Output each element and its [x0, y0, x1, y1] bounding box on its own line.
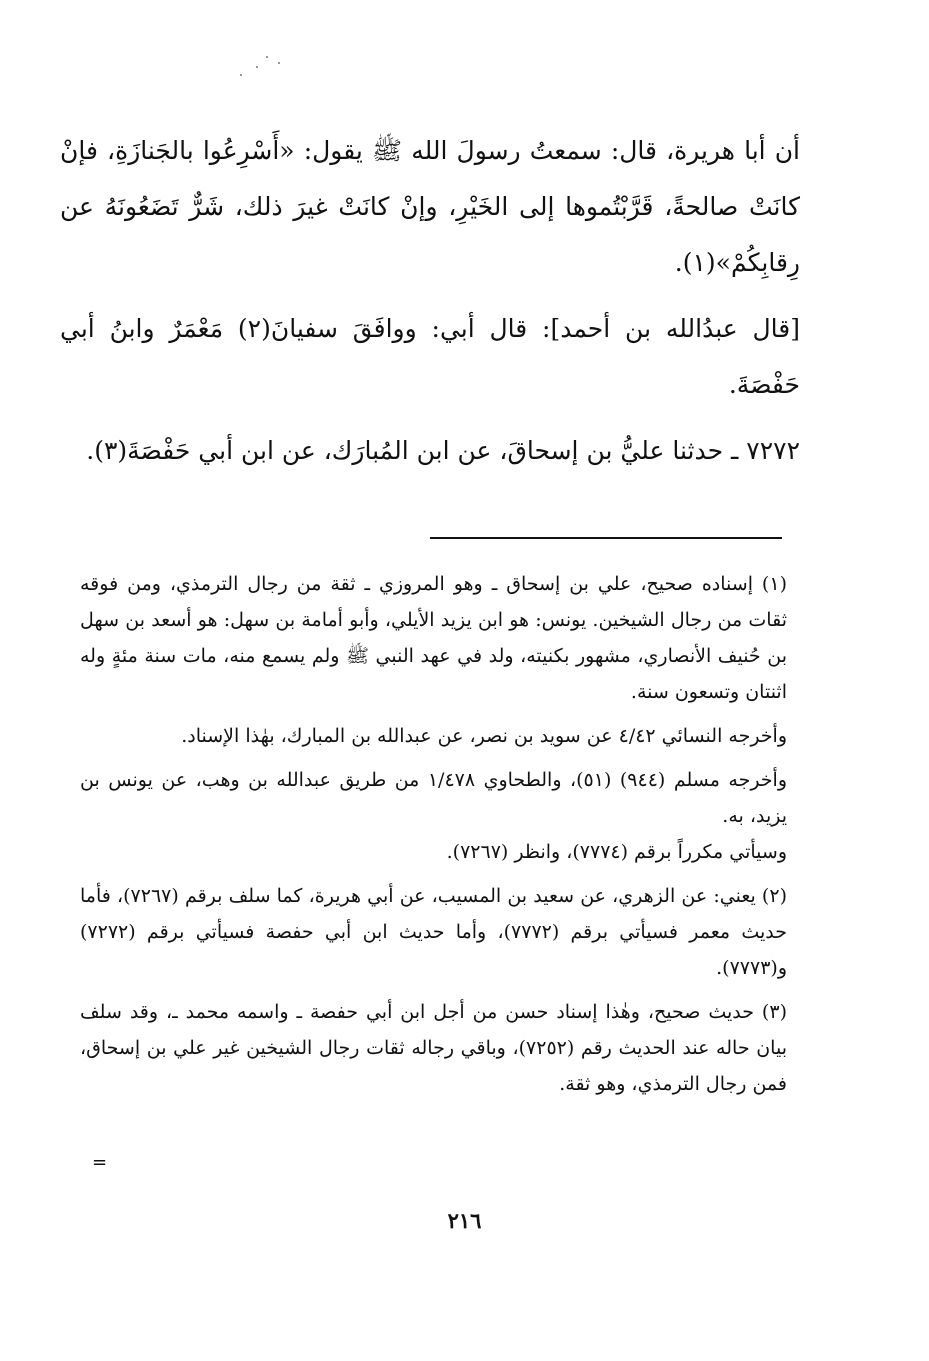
footnote-1-nasai: وأخرجه النسائي ٤/٤٢ عن سويد بن نصر، عن عبدالله بن المبارك، بهٰذا الإسناد.	[181, 725, 787, 747]
footnote-3: (٣) حديث صحيح، وهٰذا إسناد حسن من أجل ابن أبي حفصة ـ واسمه محمد ـ، وقد سلف بيان حاله عند الحديث رقم (٧٢٥٢)، وباقي رجاله ثقات رجال الشيخين غير علي بن إسحاق، فمن رجال الترمذي، وهو ثقة.	[80, 1001, 787, 1095]
footnote-1: (١) إسناده صحيح، علي بن إسحاق ـ وهو المروزي ـ ثقة من رجال الترمذي، ومن فوقه ثقات من رجال الشيخين. يونس: هو ابن يزيد الأيلي، وأبو أمامة بن سهل: هو أسعد بن سهل بن حُنيف الأنصاري، مشهور بكنيته، ولد في عهد النبي ﷺ ولم يسمع منه، مات سنة مئةٍ وله اثنتان وتسعون سنة.	[80, 573, 787, 703]
footnote-1-repeat: وسيأتي مكرراً برقم (٧٧٧٤)، وانظر (٧٢٦٧).	[446, 841, 787, 863]
footnote-separator	[430, 537, 782, 539]
scan-specks	[238, 52, 298, 82]
abdullah-note: [قال عبدُالله بن أحمد]: قال أبي: ووافَقَ سفيانَ(٢) مَعْمَرٌ وابنُ أبي حَفْصَةَ.	[60, 314, 800, 399]
hadith-7272: ٧٢٧٢ ـ حدثنا عليُّ بن إسحاقَ، عن ابن المُبارَك، عن ابن أبي حَفْصَةَ(٣).	[86, 436, 800, 465]
footnote-1-muslim: وأخرجه مسلم (٩٤٤) (٥١)، والطحاوي ١/٤٧٨ من طريق عبدالله بن وهب، عن يونس بن يزيد، به.	[80, 769, 788, 827]
footnotes	[80, 566, 787, 1102]
continuation-mark: =	[92, 1152, 108, 1173]
hadith-7271-continuation: أن أبا هريرة، قال: سمعتُ رسولَ الله ﷺ يقول: «أَسْرِعُوا بالجَنازَةِ، فإنْ كانَتْ صالحةً، قَرَّبْتُموها إلى الخَيْرِ، وإنْ كانَتْ غيرَ ذلك، شَرٌّ تَضَعُونَهُ عن رِقابِكُمْ»(١).	[60, 136, 800, 277]
main-text	[60, 123, 800, 479]
footnote-2: (٢) يعني: عن الزهري، عن سعيد بن المسيب، عن أبي هريرة، كما سلف برقم (٧٢٦٧)، فأما حديث معمر فسيأتي برقم (٧٧٧٢)، وأما حديث ابن أبي حفصة فسيأتي برقم (٧٢٧٢) و(٧٧٧٣).	[80, 885, 787, 979]
page-number: ٢١٦	[447, 1208, 482, 1233]
